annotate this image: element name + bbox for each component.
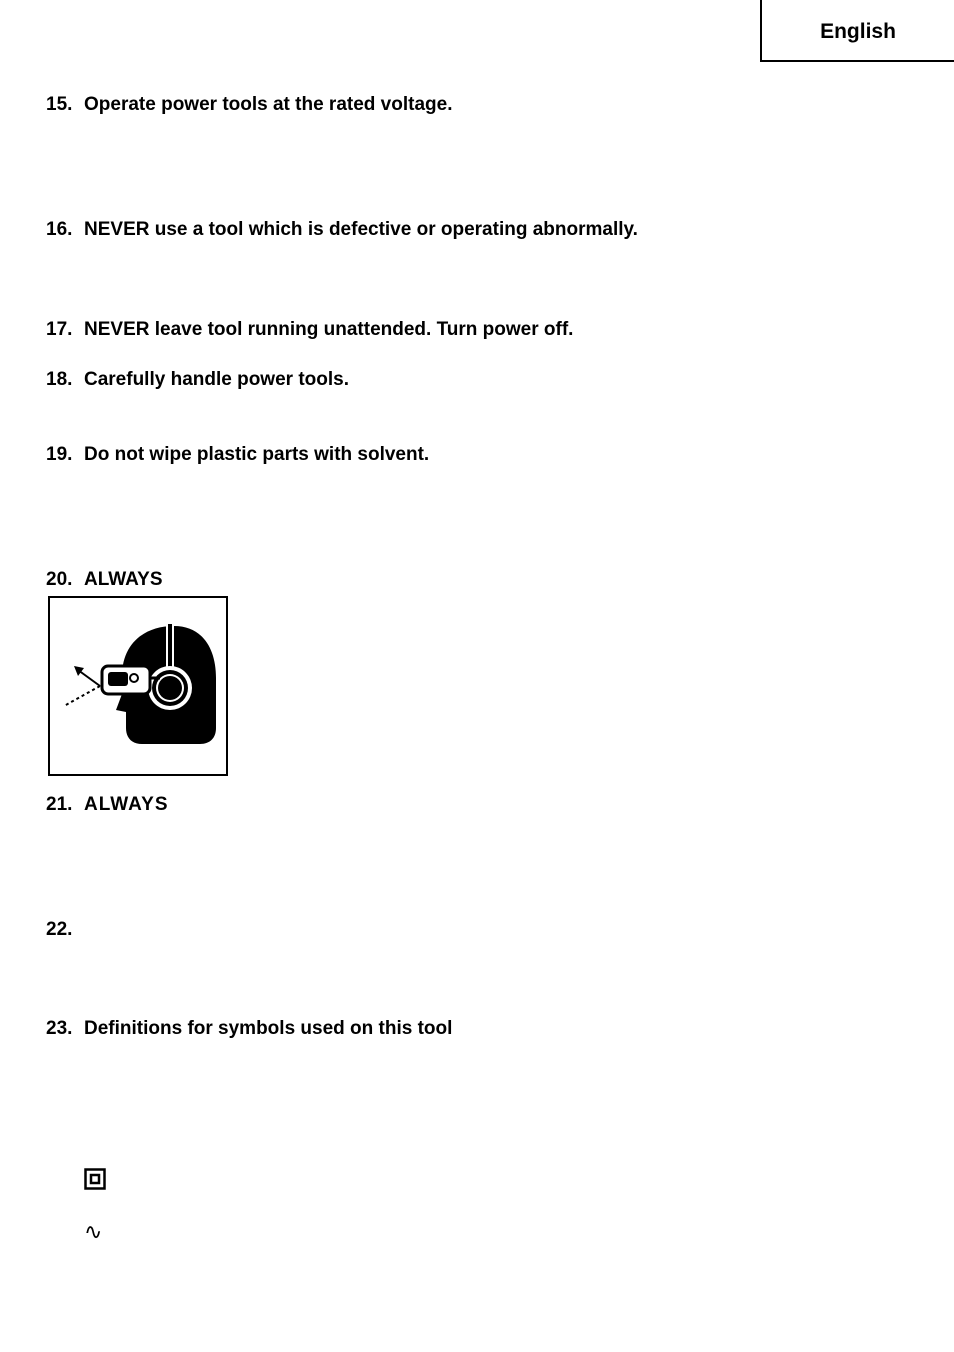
double-insulation-icon xyxy=(84,1168,106,1190)
instruction-item-23 xyxy=(46,1018,452,1040)
item-text: ALWAYS xyxy=(84,794,169,815)
item-number: 21. xyxy=(46,794,73,815)
item-number: 20. xyxy=(46,569,73,590)
item-text: Carefully handle power tools. xyxy=(84,369,349,390)
language-tab xyxy=(760,0,954,62)
item-number: 16. xyxy=(46,219,73,240)
instruction-item-22 xyxy=(46,919,84,941)
alternating-current-icon: ∿ xyxy=(84,1220,103,1245)
instruction-item-17 xyxy=(46,319,573,341)
item-number: 23. xyxy=(46,1018,73,1039)
item-number: 17. xyxy=(46,319,73,340)
instruction-item-20 xyxy=(46,569,163,591)
item-text: Operate power tools at the rated voltage. xyxy=(84,94,453,115)
item-text: Definitions for symbols used on this tool xyxy=(84,1018,453,1039)
item-text: ALWAYS xyxy=(84,569,163,590)
item-text: Do not wipe plastic parts with solvent. xyxy=(84,444,430,465)
instruction-item-16 xyxy=(46,219,638,241)
item-number: 22. xyxy=(46,919,73,940)
safety-goggles-ear-protection-icon xyxy=(50,598,226,774)
item-number: 18. xyxy=(46,369,73,390)
instruction-item-19 xyxy=(46,444,429,466)
instruction-item-21 xyxy=(46,794,169,816)
item-number: 15. xyxy=(46,94,73,115)
instruction-item-15 xyxy=(46,94,452,116)
item-text: NEVER use a tool which is defective or operating abnormally. xyxy=(84,219,638,240)
item-number: 19. xyxy=(46,444,73,465)
instruction-item-18 xyxy=(46,369,349,391)
language-label: English xyxy=(820,20,896,43)
safety-pictogram xyxy=(48,596,228,776)
item-text: NEVER leave tool running unattended. Turn power off. xyxy=(84,319,574,340)
